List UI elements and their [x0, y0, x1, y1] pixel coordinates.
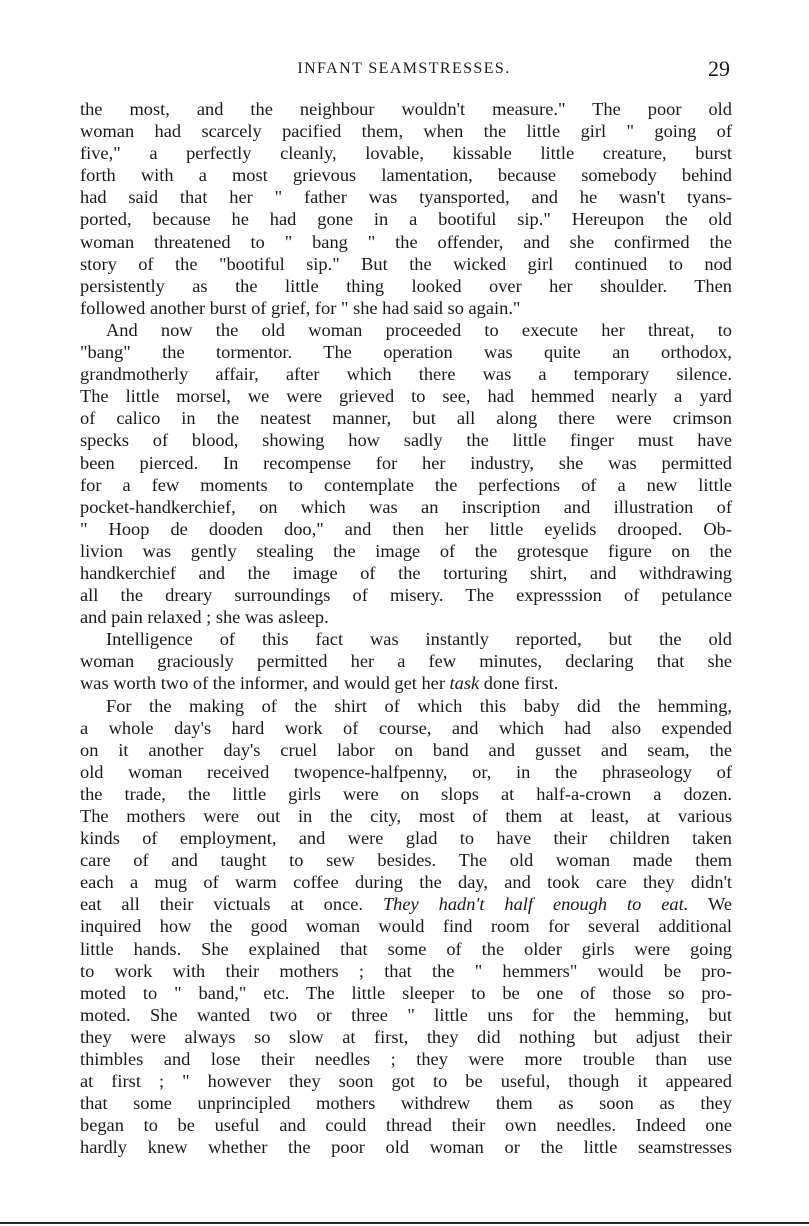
text-span: was worth two of the informer, and would get her: [80, 673, 450, 694]
text-line: care of and taught to sew besides. The old woman made them: [80, 850, 732, 871]
text-line: to work with their mothers ; that the " hemmers" would be pro-: [80, 960, 732, 981]
text-line: woman threatened to " bang " the offender, and she confirmed the: [80, 231, 732, 252]
page-bottom-edge: [0, 1222, 809, 1224]
text-line: at first ; " however they soon got to be useful, though it appeared: [80, 1071, 732, 1092]
text-line: hardly knew whether the poor old woman or the little seamstresses: [80, 1137, 732, 1158]
text-line: began to be useful and could thread their own needles. Indeed one: [80, 1115, 732, 1136]
text-span: eat all their victuals at once.: [80, 894, 383, 915]
text-line: moted to " band," etc. The little sleeper to be one of those so pro-: [80, 982, 732, 1003]
text-line: they were always so slow at first, they did nothing but adjust their: [80, 1026, 732, 1047]
text-line: handkerchief and the image of the torturing shirt, and withdrawing: [80, 562, 732, 583]
text-line: little hands. She explained that some of the older girls were going: [80, 938, 732, 959]
text-line: woman had scarcely pacified them, when the little girl " going of: [80, 121, 732, 142]
text-line: " Hoop de dooden doo," and then her little eyelids drooped. Ob-: [80, 518, 732, 539]
text-line: a whole day's hard work of course, and which had also expended: [80, 717, 732, 738]
text-line: old woman received twopence-halfpenny, or, in the phraseology of: [80, 761, 732, 782]
text-line: [80, 893, 732, 915]
text-line: and pain relaxed ; she was asleep.: [80, 607, 329, 628]
text-line: Intelligence of this fact was instantly reported, but the old: [106, 629, 732, 650]
text-line: "bang" the tormentor. The operation was quite an orthodox,: [80, 342, 732, 363]
text-line: grandmotherly affair, after which there was a temporary silence.: [80, 364, 732, 385]
text-line: been pierced. In recompense for her industry, she was permitted: [80, 452, 732, 473]
text-line: thimbles and lose their needles ; they were more trouble than use: [80, 1049, 732, 1070]
page-number: 29: [708, 56, 730, 81]
text-line: moted. She wanted two or three " little uns for the hemming, but: [80, 1004, 732, 1025]
text-line: had said that her " father was tyansported, and he wasn't tyans-: [80, 187, 732, 208]
text-line: each a mug of warm coffee during the day, and took care they didn't: [80, 872, 732, 893]
text-line: The little morsel, we were grieved to see, had hemmed nearly a yard: [80, 386, 732, 407]
emphasis-text: They hadn't half enough to eat.: [382, 894, 689, 915]
text-line: that some unprincipled mothers withdrew them as soon as they: [80, 1093, 732, 1114]
text-line: the most, and the neighbour wouldn't measure." The poor old: [80, 99, 732, 119]
text-span: We: [688, 894, 732, 915]
text-line: inquired how the good woman would find room for several additional: [80, 916, 732, 937]
text-line: persistently as the little thing looked over her shoulder. Then: [80, 275, 732, 296]
text-line: And now the old woman proceeded to execute her threat, to: [106, 319, 732, 340]
emphasis-text: task: [449, 673, 480, 694]
text-line: specks of blood, showing how sadly the little finger must have: [80, 430, 732, 451]
text-line: [80, 672, 732, 694]
text-line: pocket-handkerchief, on which was an inscription and illustration of: [80, 496, 732, 517]
text-line: kinds of employment, and were glad to have their children taken: [80, 828, 732, 849]
text-line: The mothers were out in the city, most of them at least, at various: [80, 806, 732, 826]
running-head: [78, 56, 730, 82]
text-line: For the making of the shirt of which this baby did the hemming,: [106, 695, 732, 716]
text-line: on it another day's cruel labor on band and gusset and seam, the: [80, 739, 732, 760]
text-line: ported, because he had gone in a bootiful sip." Hereupon the old: [80, 209, 732, 230]
text-line: the trade, the little girls were on slops at half-a-crown a dozen.: [80, 783, 732, 804]
text-line: followed another burst of grief, for " she had said so again.": [80, 297, 521, 318]
text-line: five," a perfectly cleanly, lovable, kissable little creature, burst: [80, 143, 732, 164]
text-span: done first.: [479, 673, 559, 694]
text-line: livion was gently stealing the image of the grotesque figure on the: [80, 540, 732, 561]
text-line: woman graciously permitted her a few minutes, declaring that she: [80, 651, 732, 672]
text-line: story of the "bootiful sip." But the wicked girl continued to nod: [80, 253, 732, 274]
text-line: for a few moments to contemplate the perfections of a new little: [80, 474, 732, 495]
text-line: all the dreary surroundings of misery. The expresssion of petulance: [80, 585, 732, 606]
text-line: forth with a most grievous lamentation, because somebody behind: [80, 165, 732, 186]
body-text: [80, 98, 732, 1159]
text-line: of calico in the neatest manner, but all along there were crimson: [80, 408, 732, 429]
running-title: INFANT SEAMSTRESSES.: [297, 60, 511, 77]
